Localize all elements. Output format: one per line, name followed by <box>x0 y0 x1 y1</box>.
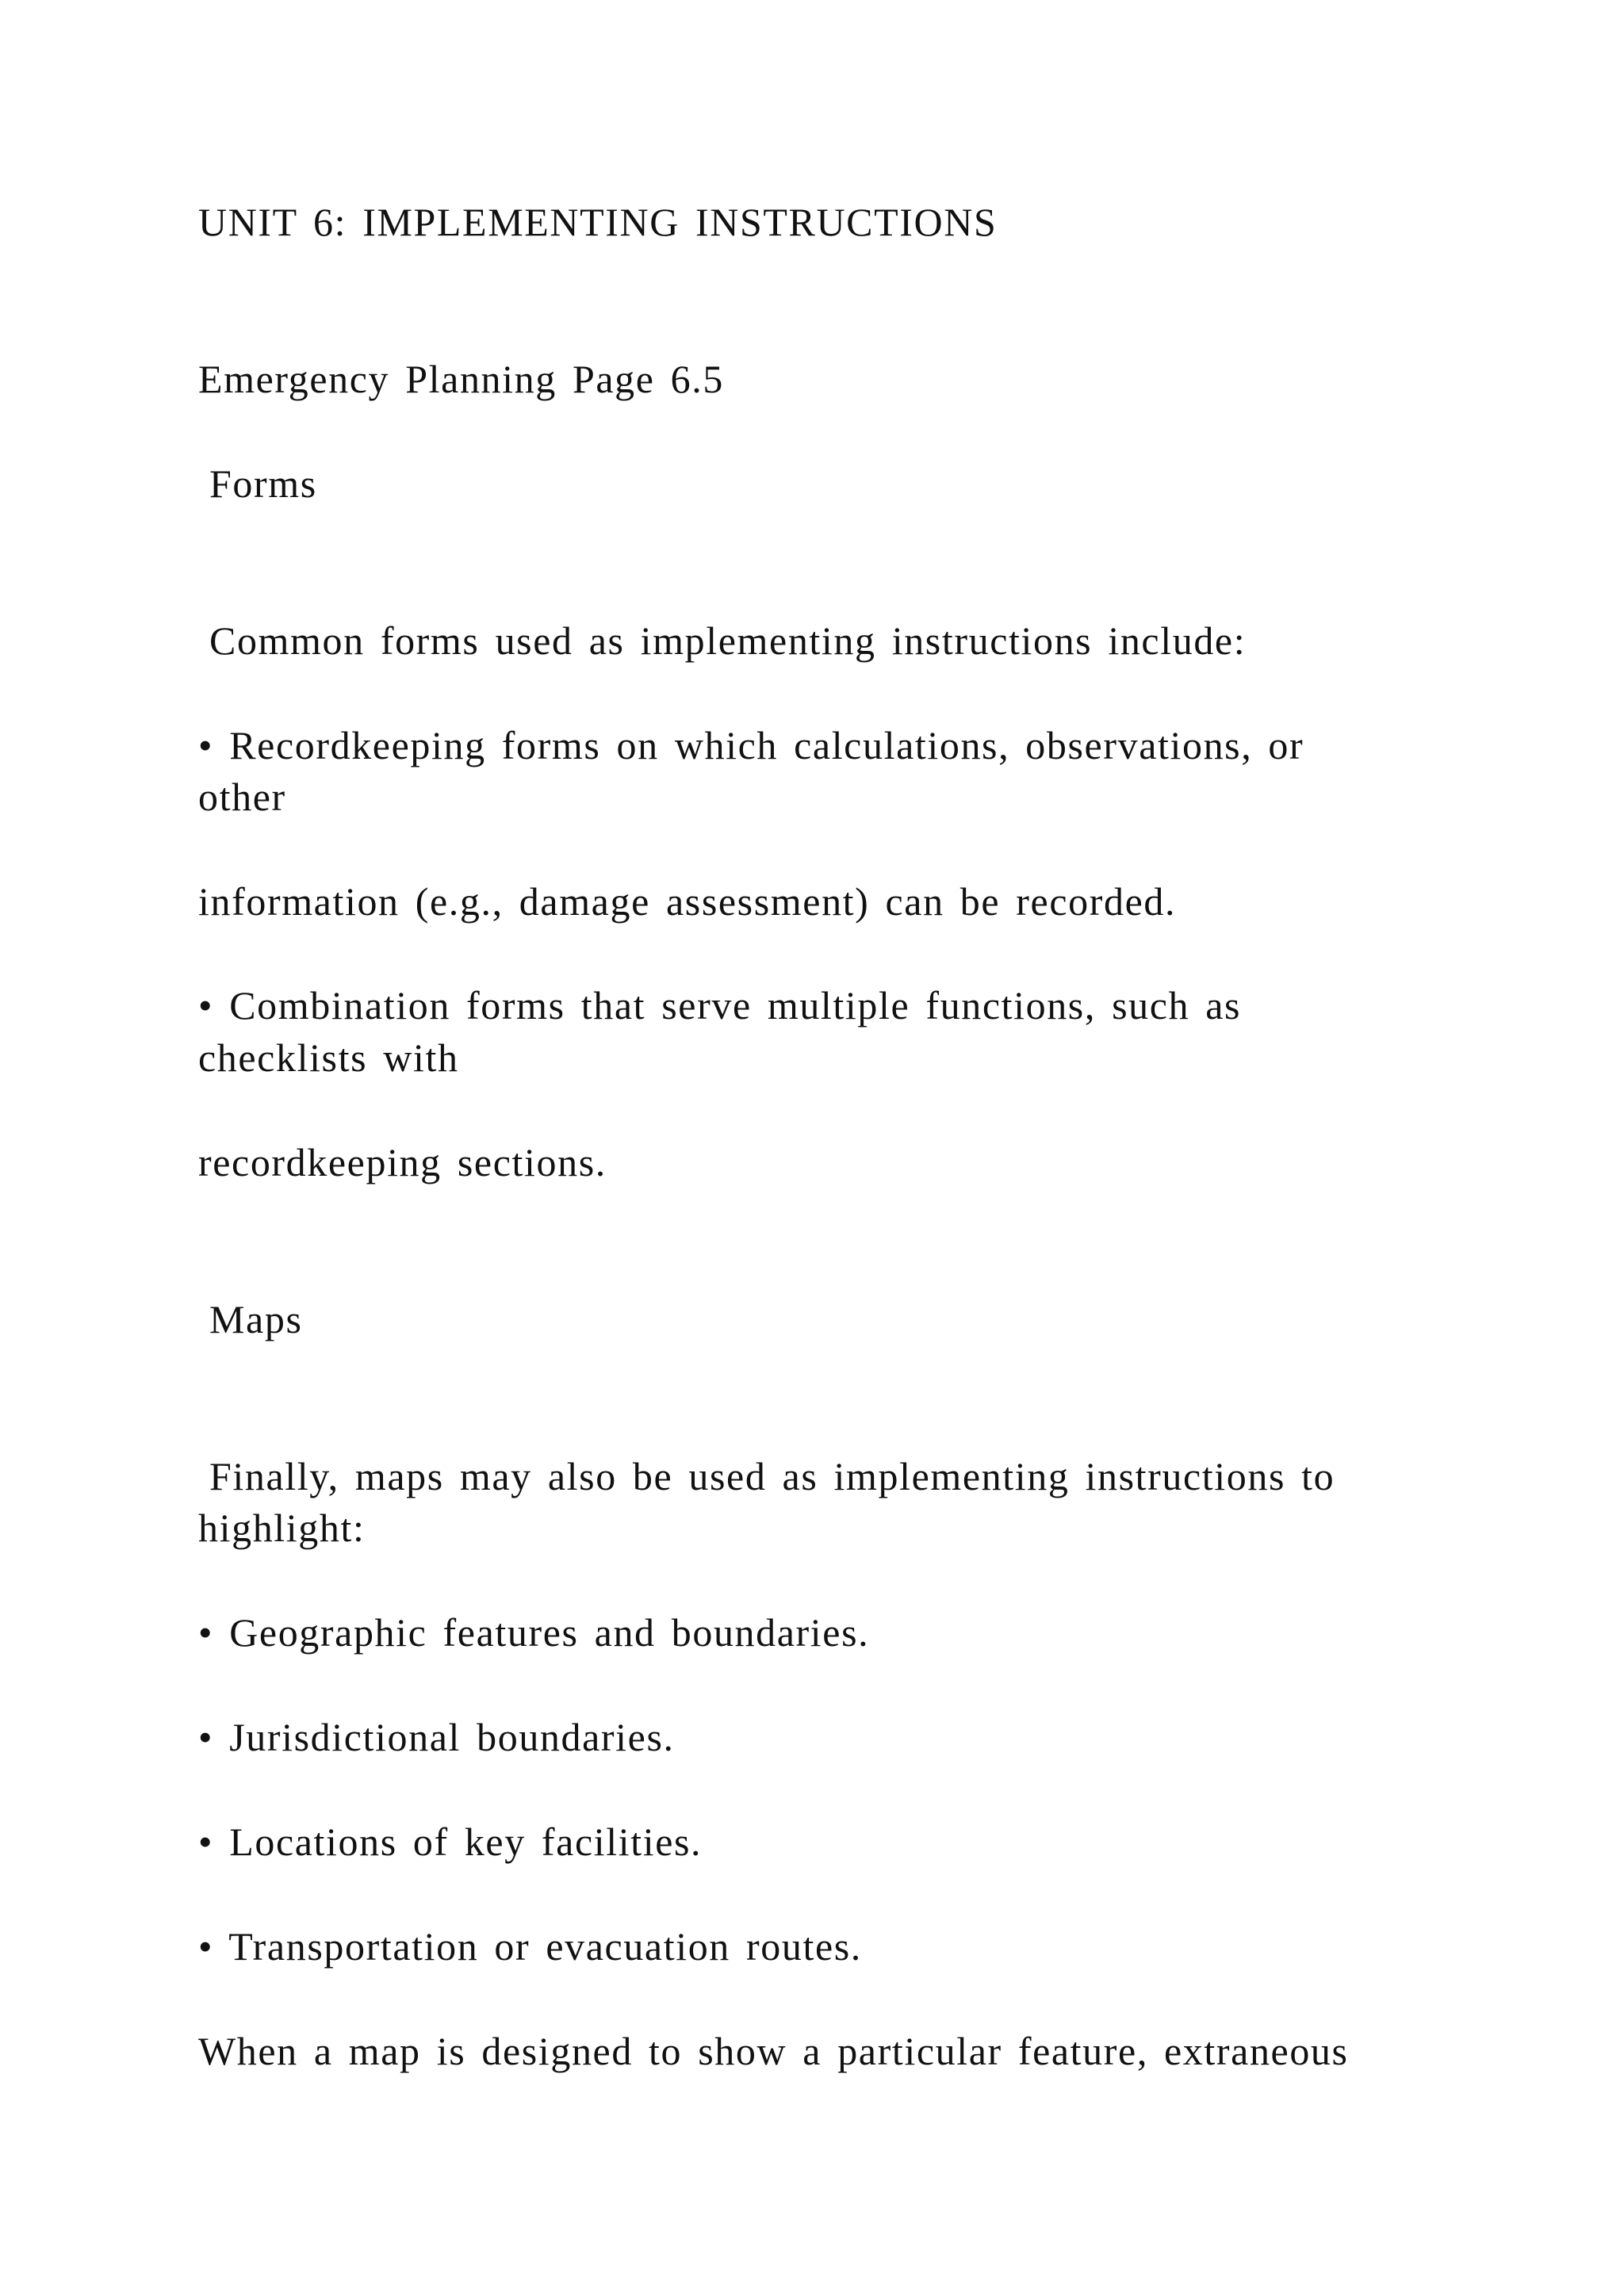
forms-bullet-1-line-3: information (e.g., damage assessment) can be recorded. <box>198 879 1177 924</box>
forms-heading: Forms <box>209 461 317 506</box>
unit-heading: UNIT 6: IMPLEMENTING INSTRUCTIONS <box>198 200 998 244</box>
forms-bullet-1-line-2: other <box>198 775 286 819</box>
maps-bullet-jurisdictional: • Jurisdictional boundaries. <box>198 1715 675 1759</box>
maps-bullet-routes: • Transportation or evacuation routes. <box>198 1924 862 1969</box>
maps-closing-line: When a map is designed to show a particular feature, extraneous <box>198 2029 1349 2073</box>
forms-bullet-2-line-1: • Combination forms that serve multiple functions, such as <box>198 983 1242 1027</box>
maps-intro-line-2: highlight: <box>198 1506 366 1550</box>
maps-bullet-facilities: • Locations of key facilities. <box>198 1820 703 1864</box>
maps-intro-line-1: Finally, maps may also be used as implementing instructions to <box>209 1454 1335 1498</box>
maps-heading: Maps <box>209 1297 303 1341</box>
forms-bullet-2-line-2: checklists with <box>198 1035 459 1080</box>
forms-intro: Common forms used as implementing instructions include: <box>209 618 1247 663</box>
page-header: Emergency Planning Page 6.5 <box>198 357 724 401</box>
forms-bullet-1-line-1: • Recordkeeping forms on which calculations, observations, or <box>198 723 1304 767</box>
maps-bullet-geographic: • Geographic features and boundaries. <box>198 1610 870 1655</box>
forms-bullet-2-line-3: recordkeeping sections. <box>198 1140 607 1184</box>
